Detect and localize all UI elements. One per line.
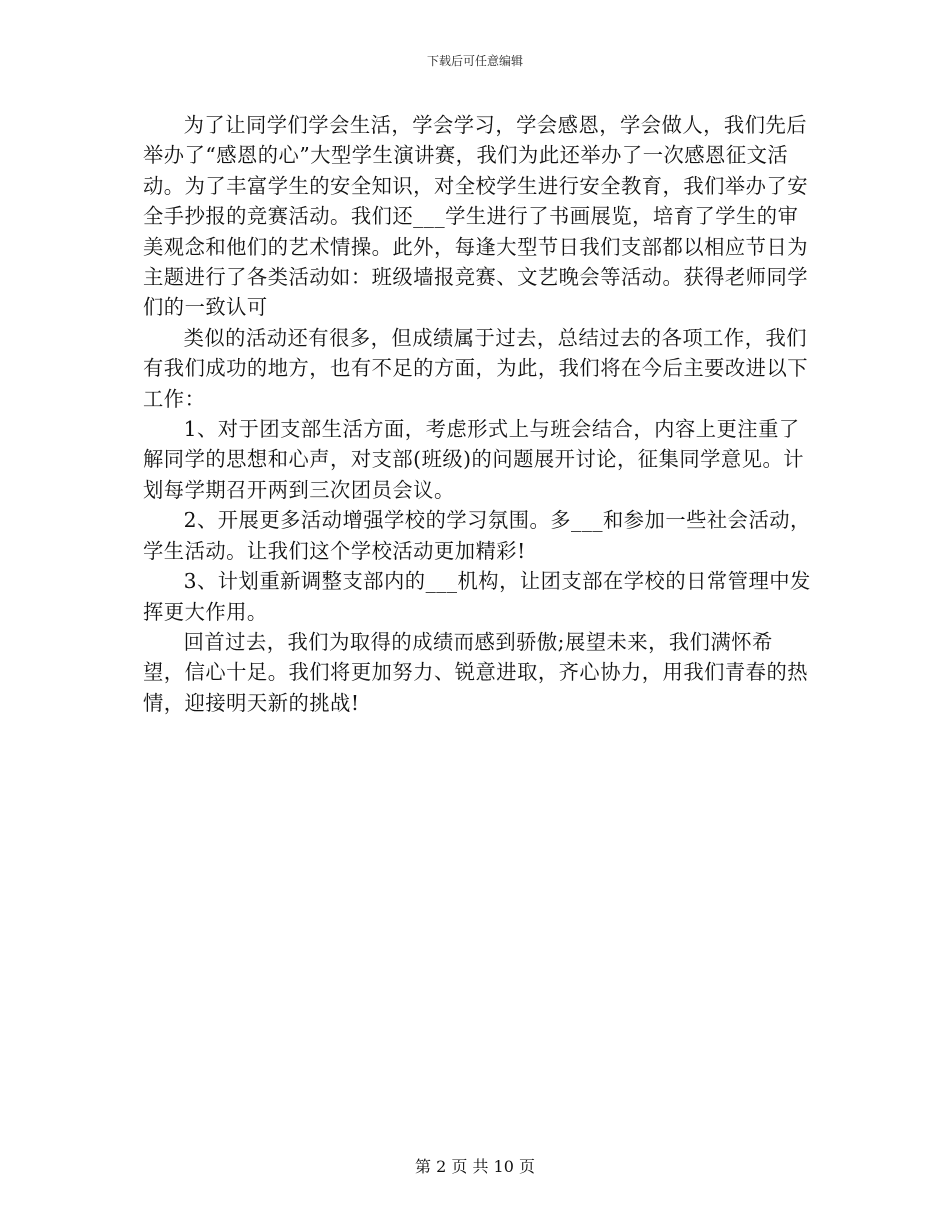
page-header-note: 下载后可任意编辑	[426, 54, 523, 68]
paragraph-plan-2: 2、开展更多活动增强学校的学习氛围。多___和参加一些社会活动，学生活动。让我们这个学校活动更加精彩!	[143, 508, 811, 563]
document-body	[143, 110, 813, 718]
paragraph-plan-3: 3、计划重新调整支部内的___机构，让团支部在学校的日常管理中发挥更大作用。	[143, 569, 811, 624]
paragraph-plan-1: 1、对于团支部生活方面，考虑形式上与班会结合，内容上更注重了解同学的思想和心声，对支部(班级)的问题展开讨论，征集同学意见。计划每学期召开两到三次团员会议。	[143, 417, 805, 502]
paragraph-conclusion: 回首过去，我们为取得的成绩而感到骄傲;展望未来，我们满怀希望，信心十足。我们将更加努力、锐意进取，齐心协力，用我们青春的热情，迎接明天新的挑战!	[143, 629, 809, 715]
page-number: 第 2 页 共 10 页	[415, 1157, 535, 1176]
paragraph-summary: 类似的活动还有很多，但成绩属于过去，总结过去的各项工作，我们有我们成功的地方，也有不足的方面，为此，我们将在今后主要改进以下工作：	[143, 325, 809, 411]
paragraph-activities: 为了让同学们学会生活，学会学习，学会感恩，学会做人，我们先后举办了“感恩的心”大型学生演讲赛，我们为此还举办了一次感恩征文活动。为了丰富学生的安全知识，对全校学生进行安全教育，我们举办了安全手抄报的竞赛活动。我们还___学生进行了书画展览，培育了学生的审美观念和他们的艺术情操。此外，每逢大型节日我们支部都以相应节日为主题进行了各类活动如：班级墙报竞赛、文艺晚会等活动。获得老师同学们的一致认可	[143, 113, 809, 320]
